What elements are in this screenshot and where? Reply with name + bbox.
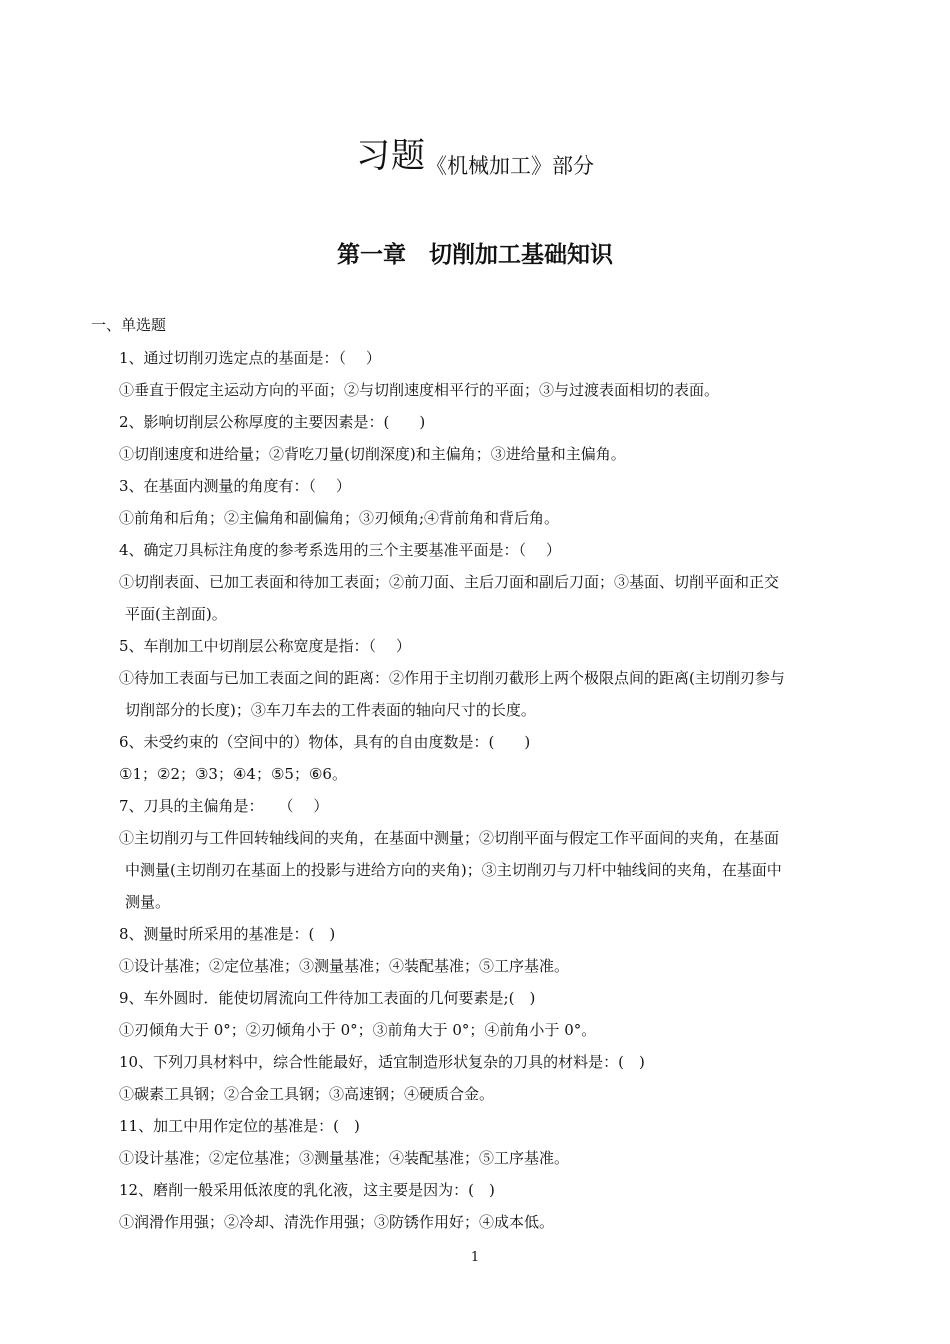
- question-options: ①碳素工具钢；②合金工具钢；③高速钢；④硬质合金。: [119, 1085, 495, 1103]
- title-sub: 《机械加工》部分: [426, 154, 594, 178]
- question-text: 2、影响切削层公称厚度的主要因素是：( ): [119, 413, 426, 431]
- section-heading: 一、单选题: [91, 316, 167, 334]
- question-list: [119, 342, 869, 1238]
- question-text: 3、在基面内测量的角度有：（ ）: [119, 477, 351, 495]
- question-options: ①设计基准；②定位基准；③测量基准；④装配基准；⑤工序基准。: [119, 1149, 570, 1167]
- question-text: 10、下列刀具材料中，综合性能最好，适宜制造形状复杂的刀具的材料是：( ): [119, 1053, 645, 1071]
- question-text: 7、刀具的主偏角是： （ ）: [119, 797, 329, 815]
- question-options: 中测量(主切削刃在基面上的投影与进给方向的夹角)；③主切削刃与刀杆中轴线间的夹角，在基面中: [125, 861, 782, 879]
- question-text: 1、通过切削刃选定点的基面是：（ ）: [119, 349, 381, 367]
- question-options: ①切削速度和进给量；②背吃刀量(切削深度)和主偏角；③进给量和主偏角。: [119, 445, 626, 463]
- question-options: ①待加工表面与已加工表面之间的距离：②作用于主切削刃截形上两个极限点间的距离(主切削刃参与: [119, 669, 785, 687]
- question-text: 5、车削加工中切削层公称宽度是指：（ ）: [119, 637, 411, 655]
- chapter-title: 第一章 切削加工基础知识: [337, 242, 613, 268]
- page-title: [0, 128, 950, 177]
- question-text: 6、未受约束的（空间中的）物体，具有的自由度数是：( ): [119, 733, 531, 751]
- question-options: ①切削表面、已加工表面和待加工表面；②前刀面、主后刀面和副后刀面；③基面、切削平面和正交: [119, 573, 780, 591]
- question-options: ①润滑作用强；②冷却、清洗作用强；③防锈作用好；④成本低。: [119, 1213, 555, 1231]
- question-options: ①垂直于假定主运动方向的平面；②与切削速度相平行的平面；③与过渡表面相切的表面。: [119, 381, 720, 399]
- question-options: ①设计基准；②定位基准；③测量基准；④装配基准；⑤工序基准。: [119, 957, 570, 975]
- question-options: 切削部分的长度)；③车刀车去的工件表面的轴向尺寸的长度。: [125, 701, 536, 719]
- question-text: 12、磨削一般采用低浓度的乳化液，这主要是因为：( ): [119, 1181, 495, 1199]
- question-text: 8、测量时所采用的基准是：( ): [119, 925, 336, 943]
- title-main: 习题: [356, 136, 426, 176]
- question-options: 平面(主剖面)。: [125, 605, 227, 623]
- question-options: ①刃倾角大于 0°；②刃倾角小于 0°；③前角大于 0°；④前角小于 0°。: [119, 1021, 597, 1039]
- question-options: ①1；②2；③3；④4；⑤5；⑥6。: [119, 765, 347, 783]
- page-number: 1: [470, 1250, 480, 1265]
- question-options: ①前角和后角；②主偏角和副偏角；③刃倾角;④背前角和背后角。: [119, 509, 560, 527]
- question-options: ①主切削刃与工件回转轴线间的夹角，在基面中测量；②切削平面与假定工作平面间的夹角，在基面: [119, 829, 780, 847]
- question-options: 测量。: [125, 893, 171, 911]
- question-text: 11、加工中用作定位的基准是：( ): [119, 1117, 360, 1135]
- question-text: 4、确定刀具标注角度的参考系选用的三个主要基准平面是：（ ）: [119, 541, 561, 559]
- question-text: 9、车外圆时．能使切屑流向工件待加工表面的几何要素是;( ): [119, 989, 536, 1007]
